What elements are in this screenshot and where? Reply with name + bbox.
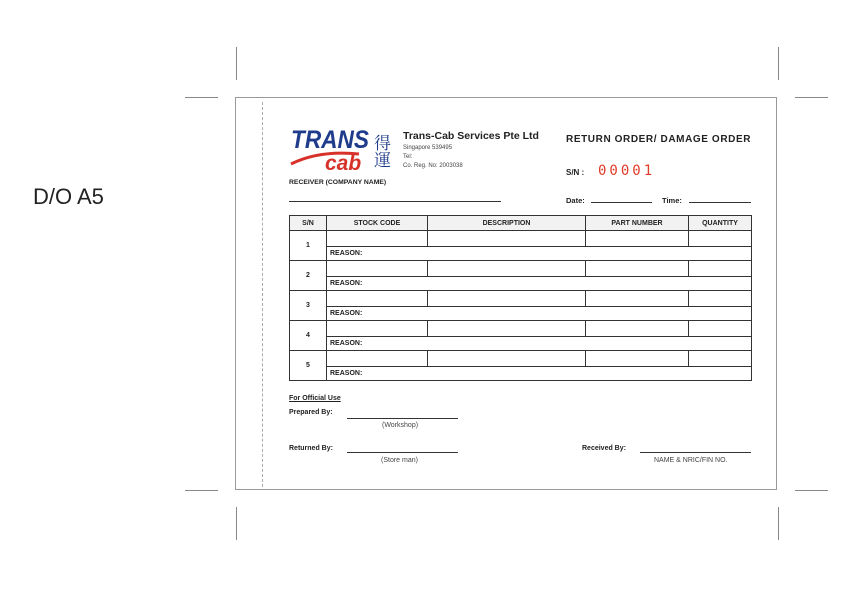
company-address: Singapore 539495	[403, 145, 453, 151]
table-row	[290, 290, 752, 306]
header-sn: S/N	[290, 216, 327, 231]
row-number: 2	[290, 260, 327, 290]
crop-mark	[185, 490, 218, 491]
stock-code-cell[interactable]	[327, 350, 428, 366]
reason-label[interactable]: REASON:	[327, 337, 752, 351]
quantity-cell[interactable]	[689, 260, 752, 276]
reason-row	[290, 247, 752, 261]
returned-by-label: Returned By:	[289, 445, 333, 452]
part-number-cell[interactable]	[586, 290, 689, 306]
time-label: Time:	[662, 196, 682, 205]
crop-mark	[778, 47, 779, 80]
returned-by-line[interactable]	[347, 452, 458, 453]
serial-label: S/N :	[566, 168, 585, 177]
quantity-cell[interactable]	[689, 350, 752, 366]
logo-trans-text: TRANS	[291, 126, 370, 154]
row-number: 3	[290, 290, 327, 320]
table-row	[290, 231, 752, 247]
document-title: RETURN ORDER/ DAMAGE ORDER	[566, 134, 752, 145]
prepared-by-label: Prepared By:	[289, 409, 333, 416]
logo-chinese-text: 得運	[370, 134, 390, 168]
time-line[interactable]	[689, 202, 751, 203]
description-cell[interactable]	[428, 290, 586, 306]
crop-mark	[778, 507, 779, 540]
header-quantity: QUANTITY	[689, 216, 752, 231]
row-number: 5	[290, 350, 327, 380]
stock-code-cell[interactable]	[327, 320, 428, 336]
header-part-number: PART NUMBER	[586, 216, 689, 231]
receiver-line[interactable]	[289, 201, 501, 202]
format-label: D/O A5	[33, 184, 104, 209]
company-tel: Tel:	[403, 154, 413, 160]
reason-row	[290, 307, 752, 321]
reason-label[interactable]: REASON:	[327, 277, 752, 291]
logo-cab-text: cab	[325, 152, 362, 175]
part-number-cell[interactable]	[586, 260, 689, 276]
stock-code-cell[interactable]	[327, 290, 428, 306]
stock-code-cell[interactable]	[327, 231, 428, 247]
row-number: 4	[290, 320, 327, 350]
company-name: Trans-Cab Services Pte Ltd	[403, 130, 539, 142]
reason-row	[290, 337, 752, 351]
crop-mark	[236, 47, 237, 80]
part-number-cell[interactable]	[586, 350, 689, 366]
part-number-cell[interactable]	[586, 231, 689, 247]
table-row	[290, 320, 752, 336]
header-description: DESCRIPTION	[428, 216, 586, 231]
description-cell[interactable]	[428, 320, 586, 336]
reason-row	[290, 277, 752, 291]
receiver-label: RECEIVER (COMPANY NAME)	[289, 179, 387, 186]
header-stock-code: STOCK CODE	[327, 216, 428, 231]
part-number-cell[interactable]	[586, 320, 689, 336]
quantity-cell[interactable]	[689, 320, 752, 336]
name-nric-caption: NAME & NRIC/FIN NO.	[654, 457, 728, 464]
workshop-caption: (Workshop)	[382, 422, 419, 429]
description-cell[interactable]	[428, 231, 586, 247]
table-row	[290, 260, 752, 276]
description-cell[interactable]	[428, 350, 586, 366]
stock-code-cell[interactable]	[327, 260, 428, 276]
crop-mark	[185, 97, 218, 98]
reason-label[interactable]: REASON:	[327, 307, 752, 321]
items-table	[289, 215, 752, 381]
row-number: 1	[290, 231, 327, 261]
received-by-line[interactable]	[640, 452, 751, 453]
store-man-caption: (Store man)	[381, 457, 418, 464]
crop-mark	[795, 97, 828, 98]
trans-cab-logo	[289, 124, 399, 176]
reason-label[interactable]: REASON:	[327, 367, 752, 381]
description-cell[interactable]	[428, 260, 586, 276]
reason-label[interactable]: REASON:	[327, 247, 752, 261]
table-header-row	[290, 216, 752, 231]
reason-row	[290, 367, 752, 381]
date-line[interactable]	[591, 202, 652, 203]
crop-mark	[236, 507, 237, 540]
date-label: Date:	[566, 196, 585, 205]
official-use-title: For Official Use	[289, 395, 341, 402]
serial-number: 00001	[598, 163, 656, 179]
received-by-label: Received By:	[582, 445, 626, 452]
quantity-cell[interactable]	[689, 231, 752, 247]
quantity-cell[interactable]	[689, 290, 752, 306]
prepared-by-line[interactable]	[347, 418, 458, 419]
company-reg-no: Co. Reg. No: 2003038	[403, 163, 463, 169]
perforation-line	[262, 102, 263, 487]
table-row	[290, 350, 752, 366]
crop-mark	[795, 490, 828, 491]
